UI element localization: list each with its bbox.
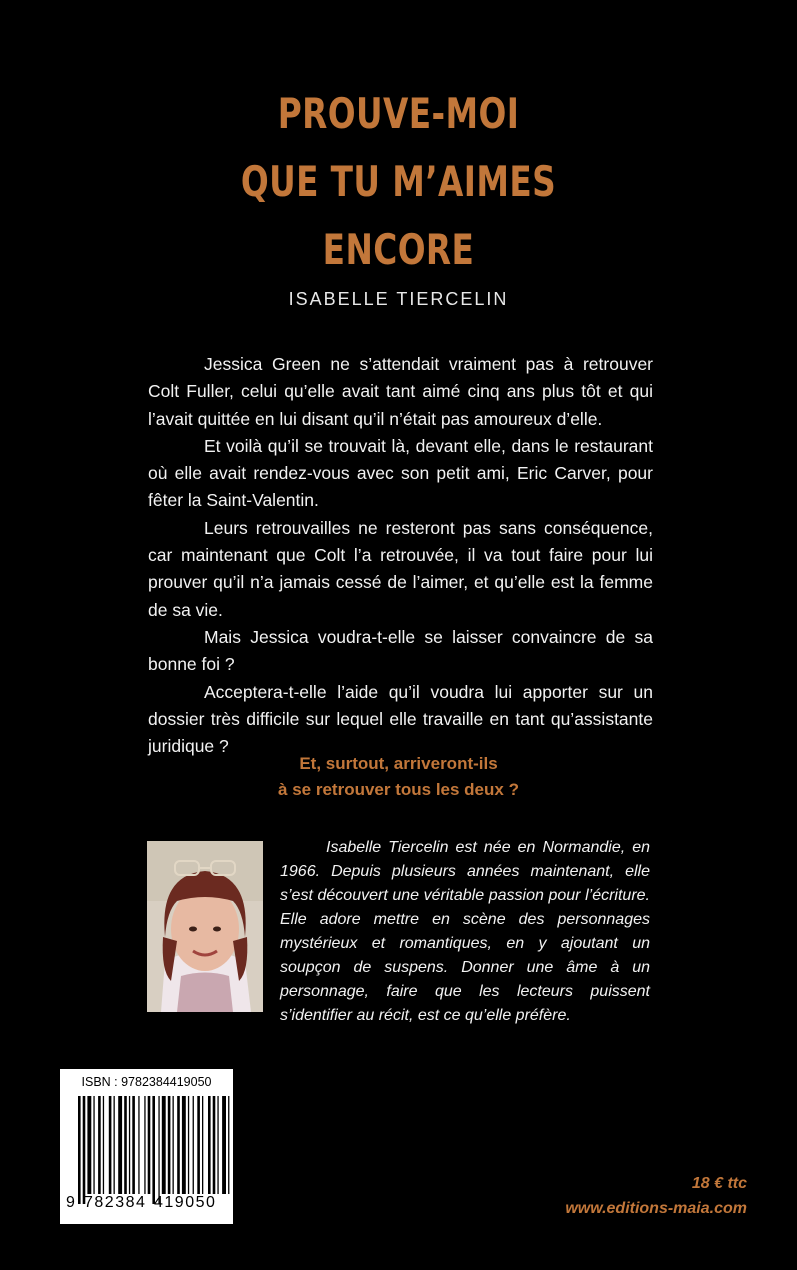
tagline-line-2: à se retrouver tous les deux ? [278,780,519,799]
barcode-bar [124,1096,127,1194]
barcode-bar [202,1096,203,1194]
barcode-bar [177,1096,180,1194]
author-portrait-image [147,841,263,1012]
barcode-bar [93,1096,94,1194]
barcode-bar [138,1096,139,1194]
barcode-bar [114,1096,115,1194]
barcode-bar [148,1096,151,1194]
barcode-bar [158,1096,159,1204]
barcode-bar [197,1096,200,1194]
barcode-bar [162,1096,166,1194]
author-name: ISABELLE TIERCELIN [288,289,509,309]
title-line-2: QUE TU M’AIMES [240,157,557,206]
synopsis-paragraph: Leurs retrouvailles ne resteront pas sans conséquence, car maintenant que Colt l’a retrouvée, il va tout faire pour lui prouver qu’il n’a jamais cessé de l’aimer, et qu’elle est la femme de sa vie. [148,517,653,620]
tagline-line-1: Et, surtout, arriveront-ils [299,754,498,773]
barcode-bar [217,1096,218,1194]
barcode-bar [213,1096,216,1194]
tagline [0,751,797,803]
barcode-bar [228,1096,229,1194]
barcode-bar [129,1096,130,1194]
barcode-bar [222,1096,226,1194]
synopsis-paragraph: Et voilà qu’il se trouvait là, devant elle, dans le restaurant où elle avait rendez-vous avec son petit ami, Eric Carver, pour fêter la Saint-Valentin. [148,435,653,511]
synopsis [148,351,653,760]
barcode-bar [168,1096,171,1194]
barcode-digit-first: 9 [66,1194,77,1211]
barcode-bar [87,1096,91,1194]
barcode-bar [109,1096,112,1194]
isbn-label: ISBN : 9782384419050 [81,1075,212,1089]
author-photo [147,841,263,1012]
barcode-bar [173,1096,174,1194]
synopsis-paragraph: Mais Jessica voudra-t-elle se laisser convaincre de sa bonne foi ? [148,626,653,675]
synopsis-paragraph: Jessica Green ne s’attendait vraiment pas à retrouver Colt Fuller, celui qu’elle avait tant aimé cinq ans plus tôt et qui l’avait quittée en lui disant qu’il n’était pas amoureux d’elle. [148,354,653,429]
barcode-bar [188,1096,189,1194]
author-bio-text: Isabelle Tiercelin est née en Normandie, en 1966. Depuis plusieurs années maintenant, elle s’est découvert une véritable passion pour l’écriture. Elle adore mettre en scène des personnages mystérieux et romantiques, en y ajoutant un soupçon de suspens. Donner une âme à un personnage, faire que les lecteurs puissent s’identifier au récit, est ce qu’elle préfère. [280,839,650,1024]
barcode-digits-left: 782384 [84,1194,147,1211]
author-bio [280,836,650,1028]
isbn-barcode [60,1069,233,1224]
barcode-bar [182,1096,186,1194]
book-title [0,80,797,284]
synopsis-paragraph: Acceptera-t-elle l’aide qu’il voudra lui apporter sur un dossier très difficile sur lequel elle travaille en tant qu’assistante juridique ? [148,681,653,757]
barcode-bar [208,1096,211,1194]
barcode-bar [78,1096,81,1204]
title-line-1: PROUVE-MOI [277,89,520,138]
price: 18 € ttc [691,1175,747,1192]
title-line-3: ENCORE [322,225,475,274]
barcode-bar [98,1096,101,1194]
barcode-bar [132,1096,135,1194]
publisher-website[interactable]: www.editions-maia.com [565,1200,747,1217]
barcode-bar [144,1096,145,1194]
barcode-bar [118,1096,122,1194]
barcode-digits-right: 419050 [154,1194,217,1211]
barcode-bar [152,1096,155,1204]
barcode-bar [103,1096,104,1194]
barcode-bar [83,1096,86,1204]
barcode-bar [193,1096,194,1194]
